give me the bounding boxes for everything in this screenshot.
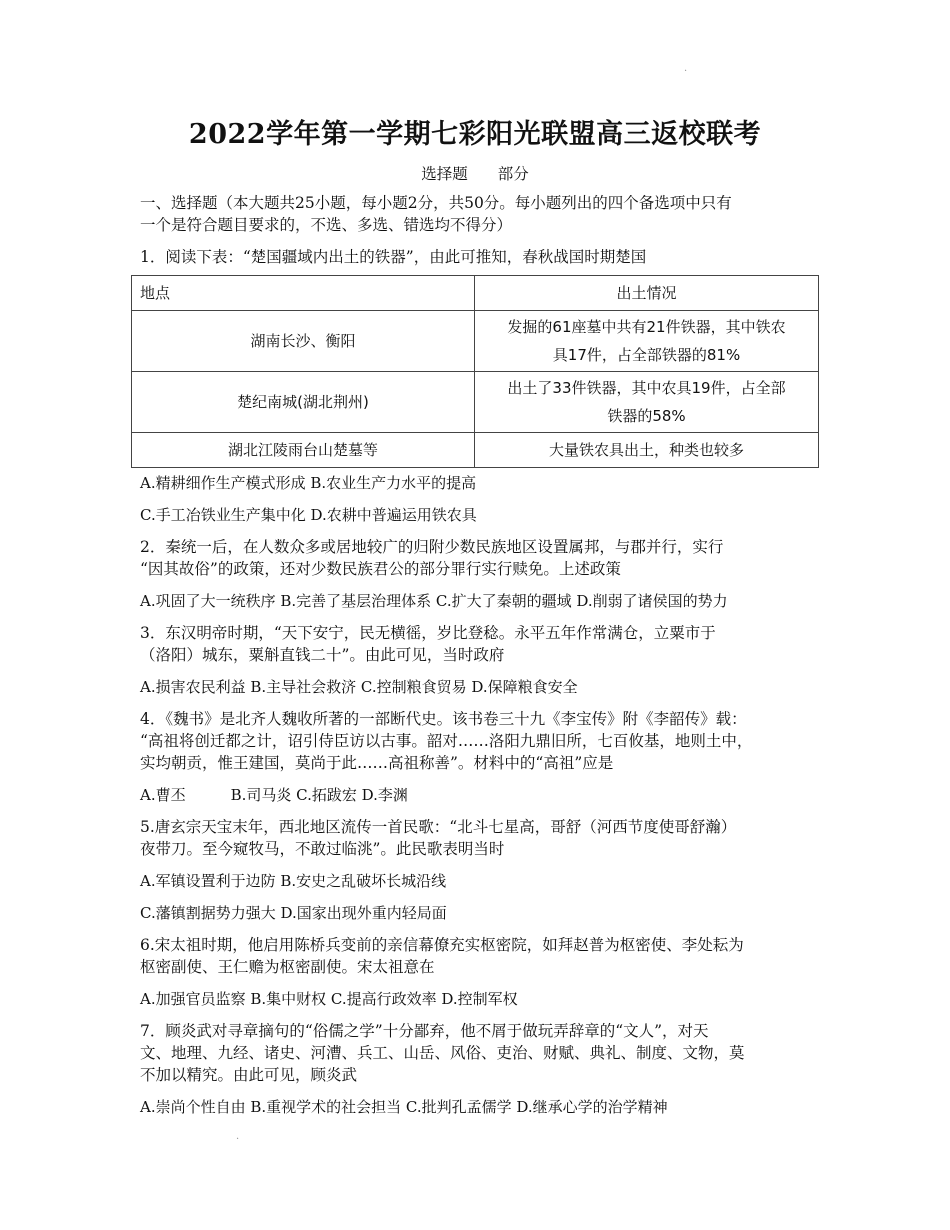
detail-line: 具17件，占全部铁器的81% [552,346,741,364]
speck-mark: · [684,66,688,77]
table-header: 出土情况 [475,276,819,311]
question-5-stem: 夜带刀。至今窥牧马，不敢过临洮”。此民歌表明当时 [140,840,505,858]
question-4-stem: “高祖将创迁都之计，诏引侍臣访以古事。韶对……洛阳九鼎旧所，七百攸基，地则土中， [140,732,753,750]
section-subtitle [0,162,950,184]
question-5-options: A.军镇设置利于边防 B.安史之乱破坏长城沿线 [140,872,447,890]
table-cell-place: 湖南长沙、衡阳 [132,311,475,372]
question-2-stem: 2．秦统一后，在人数众多或居地较广的归附少数民族地区设置属邦，与郡并行，实行 [140,538,724,556]
subtitle-part: 部分 [497,165,529,183]
table-cell-detail [475,311,819,372]
table-cell-place: 湖北江陵雨台山楚墓等 [132,433,475,468]
speck-mark: · [236,1134,240,1145]
question-4-stem: 实均朝贡，惟王建国，莫尚于此……高祖称善”。材料中的“高祖”应是 [140,754,614,772]
detail-line: 大量铁农具出土，种类也较多 [548,441,744,459]
question-4-options: A.曹丕 B.司马炎 C.拓跋宏 D.李渊 [140,786,408,804]
question-1-options: A.精耕细作生产模式形成 B.农业生产力水平的提高 [140,474,477,492]
question-3-options: A.损害农民利益 B.主导社会救济 C.控制粮食贸易 D.保障粮食安全 [140,678,578,696]
subtitle-part: 选择题 [421,165,468,183]
question-7-stem: 不加以精究。由此可见，顾炎武 [140,1066,358,1084]
table-row [132,372,819,433]
question-7-stem: 文、地理、九经、诸史、河漕、兵工、山岳、风俗、吏治、财赋、典礼、制度、文物，莫 [140,1044,745,1062]
table-cell-detail [475,433,819,468]
question-1-stem: 1．阅读下表：“楚国疆域内出土的铁器”，由此可推知，春秋战国时期楚国 [140,248,647,266]
question-6-options: A.加强官员监察 B.集中财权 C.提高行政效率 D.控制军权 [140,990,518,1008]
detail-line: 铁器的58% [607,407,686,425]
question-6-stem: 6.宋太祖时期，他启用陈桥兵变前的亲信幕僚充实枢密院，如拜赵普为枢密使、李处耘为 [140,936,744,954]
exam-title: 2022学年第一学期七彩阳光联盟高三返校联考 [188,119,762,150]
question-3-stem: （洛阳）城东，粟斛直钱二十”。由此可见，当时政府 [140,646,505,664]
table-header: 地点 [132,276,475,311]
question-5-stem: 5.唐玄宗天宝末年，西北地区流传一首民歌：“北斗七星高，哥舒（河西节度使哥舒瀚） [140,818,737,836]
table-cell-detail [475,372,819,433]
instructions-line: 一个是符合题目要求的，不选、多选、错选均不得分） [140,216,513,234]
table-cell-place: 楚纪南城(湖北荆州) [132,372,475,433]
question-3-stem: 3．东汉明帝时期，“天下安宁，民无横徭，岁比登稔。永平五年作常满仓，立粟市于 [140,624,716,642]
question-1-options: C.手工冶铁业生产集中化 D.农耕中普遍运用铁农具 [140,506,477,524]
table-header-row [132,276,819,311]
question-7-stem: 7．顾炎武对寻章摘句的“俗儒之学”十分鄙弃，他不屑于做玩弄辞章的“文人”，对天 [140,1022,709,1040]
question-6-stem: 枢密副使、王仁赡为枢密副使。宋太祖意在 [140,958,435,976]
instructions-line: 一、选择题（本大题共25小题，每小题2分，共50分。每小题列出的四个备选项中只有 [140,194,732,212]
table-row [132,433,819,468]
question-7-options: A.崇尚个性自由 B.重视学术的社会担当 C.批判孔孟儒学 D.继承心学的治学精神 [140,1098,668,1116]
iron-finds-table [131,275,819,468]
detail-line: 出土了33件铁器，其中农具19件，占全部 [507,379,786,397]
table-row [132,311,819,372]
question-5-options: C.藩镇割据势力强大 D.国家出现外重内轻局面 [140,904,447,922]
question-4-stem: 4．《魏书》是北齐人魏收所著的一部断代史。该书卷三十九《李宝传》附《李韶传》载： [140,710,747,728]
question-2-options: A.巩固了大一统秩序 B.完善了基层治理体系 C.扩大了秦朝的疆域 D.削弱了诸侯国的势力 [140,592,728,610]
detail-line: 发掘的61座墓中共有21件铁器，其中铁农 [507,318,786,336]
question-2-stem: “因其故俗”的政策，还对少数民族君公的部分罪行实行赎免。上述政策 [140,560,621,578]
